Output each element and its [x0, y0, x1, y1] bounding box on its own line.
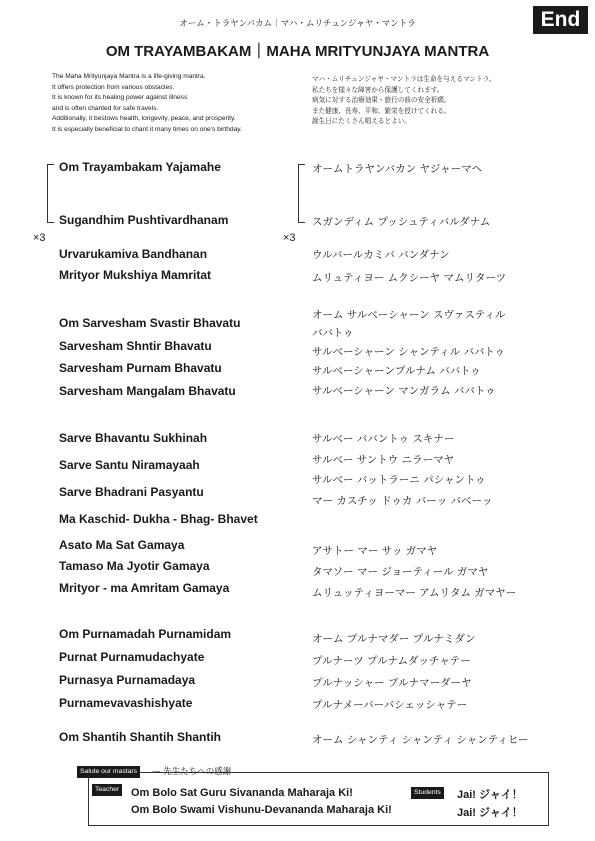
intro-japanese — [312, 74, 495, 127]
verse-en: Asato Ma Sat Gamaya — [59, 538, 185, 552]
verse-en: Sarve Bhavantu Sukhinah — [59, 431, 208, 445]
repeat-count-right: ×3 — [283, 232, 296, 244]
verse-jp: ムリュッティヨーマー アムリタム ガマヤー — [312, 587, 517, 599]
intro-line: The Maha Mrityunjaya Mantra is a life-giving mantra. — [52, 73, 206, 80]
verse-jp: オーム プルナマダー プルナミダン — [312, 633, 476, 645]
verse-jp: プルナメーバーバシェッシャテー — [312, 699, 468, 711]
intro-line: 病気に対する治療効果・旅行の前の安全祈願。 — [312, 96, 451, 105]
verse-jp: サルベーシャーンプルナム ババトゥ — [312, 365, 481, 377]
verse-jp: サルベー サントウ ニラーマヤ — [312, 454, 455, 466]
verse-en: Mrityor - ma Amritam Gamaya — [59, 581, 230, 595]
verse-en: Sarvesham Mangalam Bhavatu — [59, 384, 236, 398]
verse-jp: ウルバールカミバ バンダナン — [312, 249, 450, 261]
verse-jp: ババトゥ — [312, 327, 354, 339]
verse-en: Sarve Bhadrani Pasyantu — [59, 485, 204, 499]
verse-jp: サルベーシャーン シャンティル ババトゥ — [312, 346, 505, 358]
verse-en: Sugandhim Pushtivardhanam — [59, 213, 229, 227]
verse-en: Purnamevavashishyate — [59, 696, 193, 710]
verse-en: Sarvesham Purnam Bhavatu — [59, 361, 222, 375]
intro-line: It offers protection from various obstacles. — [52, 83, 175, 91]
intro-line: Additionally, it bestows health, longevity, peace, and prosperity. — [52, 115, 236, 123]
verse-jp: プルナーツ プルナムダッチャテー — [312, 655, 471, 667]
verse-jp: サルベー ババントゥ スキナー — [312, 433, 455, 445]
verse-en: Purnasya Purnamadaya — [59, 673, 196, 687]
verse-en: Urvarukamiva Bandhanan — [59, 247, 208, 261]
verse-en: Mrityor Mukshiya Mamritat — [59, 268, 212, 282]
page-title: OM TRAYAMBAKAM｜MAHA MRITYUNJAYA MANTRA — [105, 43, 490, 60]
intro-line: 誕生日にたくさん唱えるとよい。 — [312, 117, 411, 126]
intro-english — [52, 72, 242, 136]
intro-line: また健康、長寿、平和、繁栄を授けてくれる。 — [312, 106, 451, 115]
verse-jp: プルナッシャー プルナマーダーヤ — [312, 677, 472, 689]
teacher-tag: Teacher — [92, 784, 122, 796]
verse-en: Ma Kaschid- Dukha - Bhag- Bhavet — [59, 512, 258, 526]
salute-line-1: Om Bolo Sat Guru Sivananda Maharaja Ki! — [131, 787, 353, 799]
verse-jp: オーム サルベーシャーン スヴァスティル — [312, 309, 506, 321]
verse-en: Tamaso Ma Jyotir Gamaya — [59, 559, 210, 573]
verse-en: Sarvesham Shntir Bhavatu — [59, 339, 212, 353]
verse-en: Om Purnamadah Purnamidam — [59, 627, 232, 641]
verse-en: Om Trayambakam Yajamahe — [59, 160, 221, 174]
salute-response-2: Jai! ジャイ！ — [457, 807, 523, 819]
intro-line: マハ・ムリチュンジャヤ・マントラは生命を与えるマントラ。 — [312, 75, 496, 83]
repeat-bracket-left — [47, 164, 54, 223]
intro-line: It is known for its healing power against illness — [52, 94, 188, 102]
verse-jp: マー カスチッ ドゥカ バーッ バベーッ — [312, 495, 493, 507]
verse-jp: アサトー マー サッ ガマヤ — [312, 545, 438, 557]
verse-jp: スガンディム プッシュティバルダナム — [312, 216, 491, 228]
verse-jp: サルベーシャーン マンガラム ババトゥ — [312, 385, 496, 397]
repeat-count-left: ×3 — [33, 232, 46, 244]
salute-label: Salute our mastars — [77, 766, 140, 778]
salute-response-1: Jai! ジャイ！ — [457, 789, 523, 801]
verse-jp: サルベー バットラーニ パシャントゥ — [312, 474, 486, 486]
verse-jp: オームトラヤンバカン ヤジャーマヘ — [312, 163, 483, 175]
verse-en: Om Sarvesham Svastir Bhavatu — [59, 316, 241, 330]
intro-line: 私たちを様々な障害から保護してくれます。 — [312, 85, 444, 94]
end-badge: End — [533, 6, 588, 34]
verse-jp: ムリュティヨー ムクシーヤ マムリターツ — [312, 272, 507, 284]
salute-line-2: Om Bolo Swami Vishunu-Devananda Maharaja Ki! — [131, 804, 392, 816]
subtitle-japanese: オーム・トラヤンバカム｜マハ・ムリチュンジャヤ・マントラ — [179, 19, 416, 29]
students-tag: Students — [411, 787, 444, 799]
verse-en: Om Shantih Shantih Shantih — [59, 730, 221, 744]
salute-label-japanese: — 先生たちへの感謝 — [152, 767, 232, 777]
verse-jp: オーム シャンティ シャンティ シャンティヒー — [312, 734, 529, 746]
verse-en: Sarve Santu Niramayaah — [59, 458, 200, 472]
intro-line: It is especially beneficial to chant it many times on one's birthday. — [52, 125, 242, 133]
verse-en: Purnat Purnamudachyate — [59, 650, 205, 664]
intro-line: and is often chanted for safe travels. — [52, 104, 159, 112]
repeat-bracket-right — [298, 164, 305, 223]
verse-jp: タマソー マー ジョーティール ガマヤ — [312, 566, 489, 578]
